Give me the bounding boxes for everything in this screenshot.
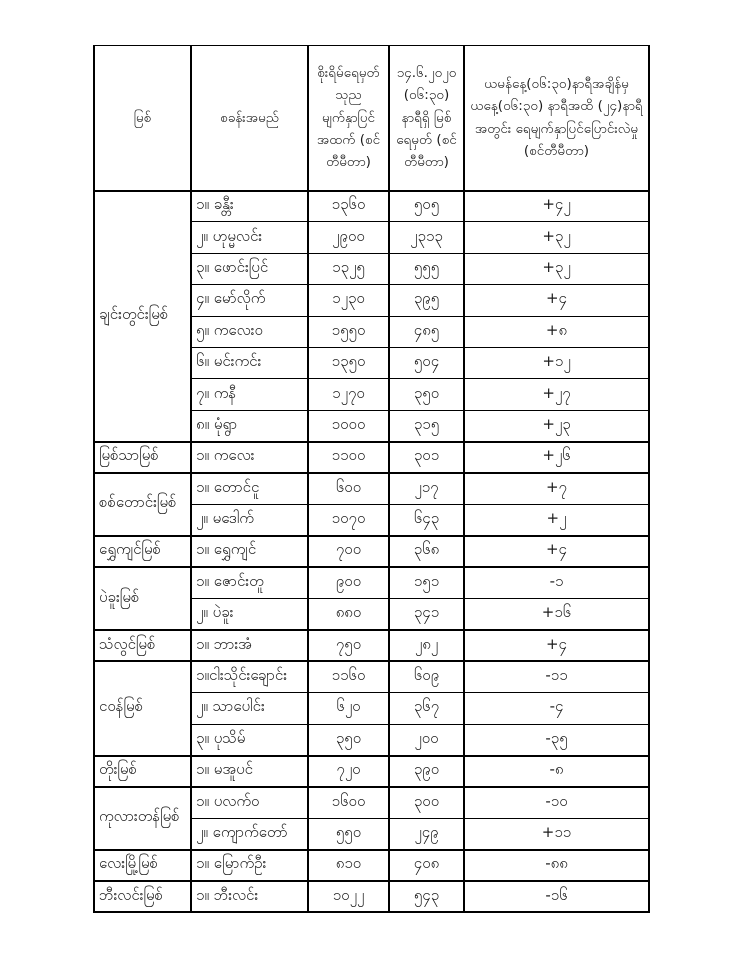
- station-name-cell: ၄။ မော်လိုက်: [191, 285, 308, 316]
- change-cell: +၁၆: [464, 599, 649, 630]
- danger-level-cell: ၆၂၀: [308, 693, 389, 724]
- danger-level-cell: ၁၀၀၀: [308, 410, 389, 441]
- danger-level-cell: ၇၀၀: [308, 536, 389, 567]
- station-name-cell: ၃။ ပုသိမ်: [191, 724, 308, 755]
- col-header-station: စခန်းအမည်: [191, 46, 308, 191]
- change-cell: -၃၅: [464, 724, 649, 755]
- station-name-cell: ၂။ ဟုမ္မလင်း: [191, 222, 308, 253]
- col-header-current-level: ၁၄.၆.၂၀၂၀ (၀၆:၃၀) နာရီရှိ မြစ်ရေမှတ် (စင်တီမီတာ): [389, 46, 464, 191]
- water-level-table: [93, 45, 650, 913]
- station-name-cell: ၂။ ကျောက်တော်: [191, 818, 308, 849]
- danger-level-cell: ၁၃၂၅: [308, 253, 389, 284]
- change-cell: -၁: [464, 567, 649, 598]
- danger-level-cell: ၂၉၀၀: [308, 222, 389, 253]
- station-name-cell: ၁။ ဇောင်းတူ: [191, 567, 308, 598]
- station-name-cell: ၁။ ခန္တီး: [191, 191, 308, 222]
- danger-level-cell: ၁၀၂၂: [308, 881, 389, 912]
- danger-level-cell: ၁၅၅၀: [308, 316, 389, 347]
- water-level-cell: ၂၀၀: [389, 724, 464, 755]
- danger-level-cell: ၉၀၀: [308, 567, 389, 598]
- water-level-cell: ၆၄၃: [389, 504, 464, 535]
- danger-level-cell: ၈၁၀: [308, 850, 389, 881]
- change-cell: +၁၂: [464, 347, 649, 378]
- station-name-cell: ၁။ ပလက်ဝ: [191, 787, 308, 818]
- table-row: [94, 630, 649, 661]
- table-row: [94, 567, 649, 598]
- water-level-cell: ၅၀၅: [389, 191, 464, 222]
- river-cell-sittaung: စစ်တောင်းမြစ်: [94, 473, 191, 536]
- water-level-cell: ၂၃၁၃: [389, 222, 464, 253]
- river-cell-ngawun: ငဝန်မြစ်: [94, 661, 191, 755]
- station-name-cell: ၈။ မုံရွာ: [191, 410, 308, 441]
- river-cell-myittha: မြစ်သာမြစ်: [94, 442, 191, 473]
- water-level-cell: ၄၀၈: [389, 850, 464, 881]
- water-level-cell: ၃၉၅: [389, 285, 464, 316]
- water-level-cell: ၅၀၄: [389, 347, 464, 378]
- river-cell-bilin: ဘီးလင်းမြစ်: [94, 881, 191, 912]
- water-level-cell: ၆၀၉: [389, 661, 464, 692]
- change-cell: +၄: [464, 285, 649, 316]
- change-cell: +၇: [464, 473, 649, 504]
- water-level-cell: ၅၅၅: [389, 253, 464, 284]
- station-name-cell: ၇။ ကနီ: [191, 379, 308, 410]
- col-header-river: မြစ်: [94, 46, 191, 191]
- change-cell: +၂၃: [464, 410, 649, 441]
- danger-level-cell: ၁၃၆၀: [308, 191, 389, 222]
- change-cell: -၈: [464, 756, 649, 787]
- change-cell: -၄: [464, 693, 649, 724]
- station-name-cell: ၃။ ဖောင်းပြင်: [191, 253, 308, 284]
- col-header-change-24h: ယမန်နေ့(၀၆:၃၀)နာရီအချိန်မှ ယနေ့(၀၆:၃၀) နာရီအထိ (၂၄)နာရီအတွင်း ရေမျက်နှာပြင်ပြောင်းလဲမှု (စင်တီမီတာ): [464, 46, 649, 191]
- table-body: [94, 191, 649, 913]
- station-name-cell: ၂။ သာပေါင်း: [191, 693, 308, 724]
- header-row: [94, 46, 649, 191]
- danger-level-cell: ၁၁၀၀: [308, 442, 389, 473]
- station-name-cell: ၂။ ပဲခူး: [191, 599, 308, 630]
- danger-level-cell: ၇၂၀: [308, 756, 389, 787]
- water-level-cell: ၃၀၀: [389, 787, 464, 818]
- danger-level-cell: ၃၅၀: [308, 724, 389, 755]
- danger-level-cell: ၁၀၇၀: [308, 504, 389, 535]
- change-cell: -၁၆: [464, 881, 649, 912]
- danger-level-cell: ၁၆၀၀: [308, 787, 389, 818]
- river-cell-thanlwin: သံလွင်မြစ်: [94, 630, 191, 661]
- water-level-cell: ၅၄၃: [389, 881, 464, 912]
- table-row: [94, 787, 649, 818]
- danger-level-cell: ၁၂၃၀: [308, 285, 389, 316]
- water-level-cell: ၁၅၁: [389, 567, 464, 598]
- station-name-cell: ၁။ တောင်ငူ: [191, 473, 308, 504]
- change-cell: +၈: [464, 316, 649, 347]
- table-header: [94, 46, 649, 191]
- col-header-danger-level: စိုးရိမ်ရေမှတ် သုည မျက်နှာပြင် အထက် (စင်တီမီတာ): [308, 46, 389, 191]
- change-cell: -၁၀: [464, 787, 649, 818]
- water-level-cell: ၃၆၇: [389, 693, 464, 724]
- station-name-cell: ၁။ ရွှေကျင်: [191, 536, 308, 567]
- danger-level-cell: ၇၅၀: [308, 630, 389, 661]
- change-cell: +၂၆: [464, 442, 649, 473]
- river-cell-shwegyin: ရွှေကျင်မြစ်: [94, 536, 191, 567]
- station-name-cell: ၁။ မြောက်ဦး: [191, 850, 308, 881]
- water-level-cell: ၃၁၅: [389, 410, 464, 441]
- change-cell: -၈၈: [464, 850, 649, 881]
- change-cell: -၁၁: [464, 661, 649, 692]
- station-name-cell: ၅။ ကလေးဝ: [191, 316, 308, 347]
- table-row: [94, 536, 649, 567]
- danger-level-cell: ၈၈၀: [308, 599, 389, 630]
- change-cell: +၃၂: [464, 253, 649, 284]
- water-level-cell: ၃၉၀: [389, 756, 464, 787]
- station-name-cell: ၁။ ဘီးလင်း: [191, 881, 308, 912]
- danger-level-cell: ၁၃၅၀: [308, 347, 389, 378]
- water-level-cell: ၂၄၉: [389, 818, 464, 849]
- river-cell-bago: ပဲခူးမြစ်: [94, 567, 191, 630]
- danger-level-cell: ၁၁၆၀: [308, 661, 389, 692]
- river-cell-toe: တိုးမြစ်: [94, 756, 191, 787]
- river-cell-kaladan: ကုလားတန်မြစ်: [94, 787, 191, 850]
- water-level-cell: ၂၁၇: [389, 473, 464, 504]
- water-level-cell: ၃၅၀: [389, 379, 464, 410]
- table-row: [94, 661, 649, 692]
- station-name-cell: ၁။ ကလေး: [191, 442, 308, 473]
- station-name-cell: ၁။ငါးသိုင်းချောင်း: [191, 661, 308, 692]
- station-name-cell: ၂။ မဒေါက်: [191, 504, 308, 535]
- table-row: [94, 473, 649, 504]
- water-level-cell: ၃၆၈: [389, 536, 464, 567]
- table-row: [94, 442, 649, 473]
- change-cell: +၂၇: [464, 379, 649, 410]
- change-cell: +၄: [464, 536, 649, 567]
- table-row: [94, 191, 649, 222]
- change-cell: +၃၂: [464, 222, 649, 253]
- station-name-cell: ၁။ မအူပင်: [191, 756, 308, 787]
- station-name-cell: ၆။ မင်းကင်း: [191, 347, 308, 378]
- station-name-cell: ၁။ ဘားအံ: [191, 630, 308, 661]
- water-level-cell: ၂၈၂: [389, 630, 464, 661]
- change-cell: +၁၁: [464, 818, 649, 849]
- river-cell-lemro: လေးမြို့မြစ်: [94, 850, 191, 881]
- danger-level-cell: ၁၂၇၀: [308, 379, 389, 410]
- danger-level-cell: ၅၅၀: [308, 818, 389, 849]
- water-level-cell: ၃၀၁: [389, 442, 464, 473]
- change-cell: +၂: [464, 504, 649, 535]
- water-level-cell: ၄၈၅: [389, 316, 464, 347]
- change-cell: +၄၂: [464, 191, 649, 222]
- table-row: [94, 756, 649, 787]
- danger-level-cell: ၆၀၀: [308, 473, 389, 504]
- change-cell: +၄: [464, 630, 649, 661]
- table-row: [94, 881, 649, 912]
- river-cell-chindwin: ချင်းတွင်းမြစ်: [94, 191, 191, 442]
- water-level-cell: ၃၄၁: [389, 599, 464, 630]
- table-row: [94, 850, 649, 881]
